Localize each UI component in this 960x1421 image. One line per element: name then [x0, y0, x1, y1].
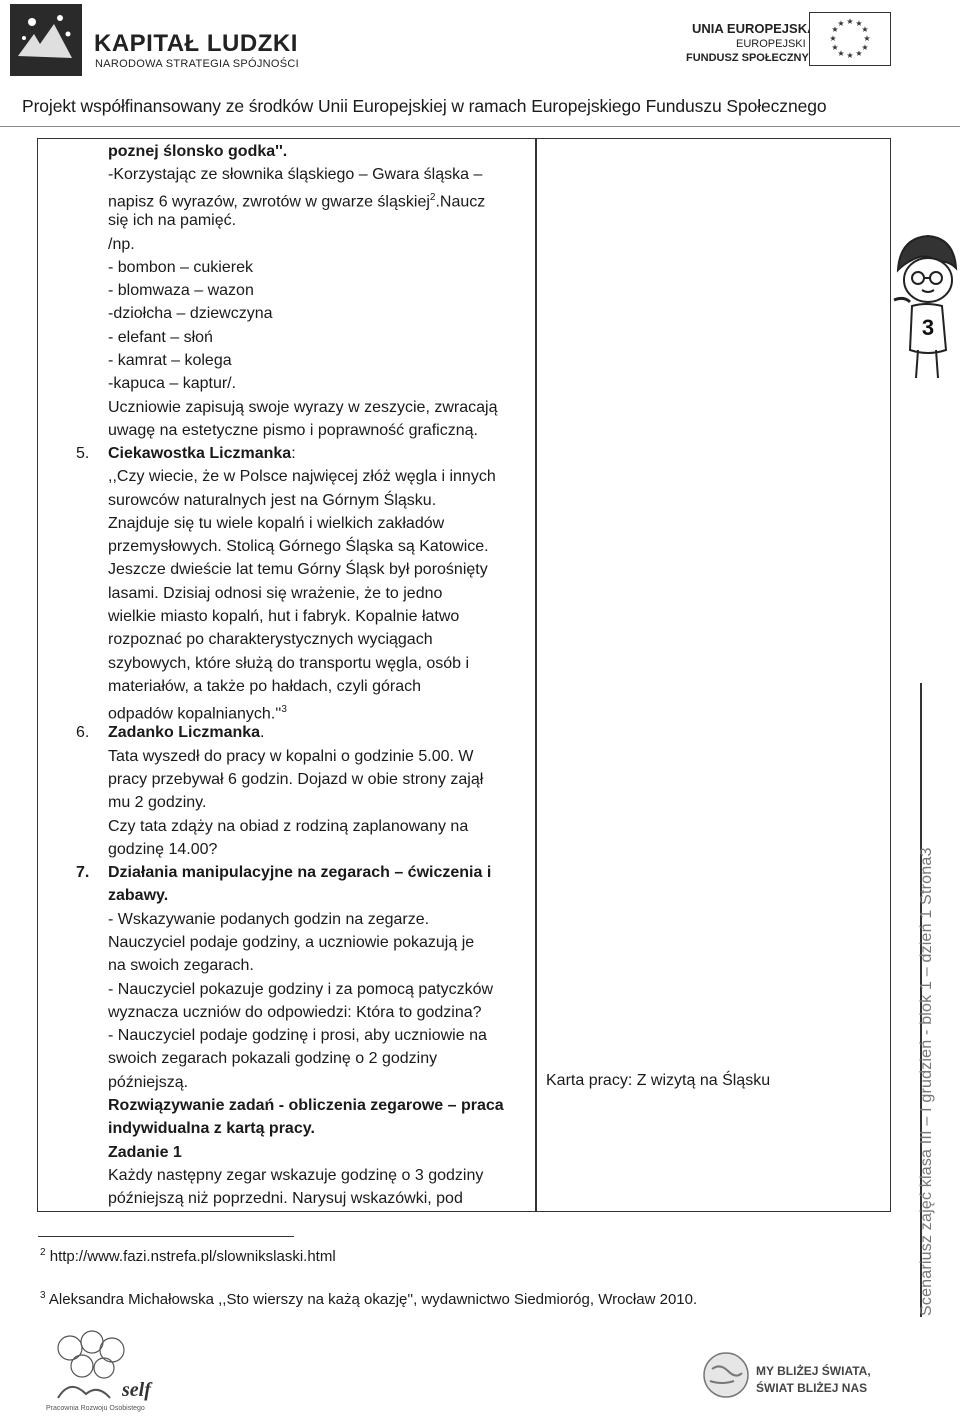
- text-line: - blomwaza – wazon: [108, 282, 254, 299]
- worksheet-reference: Karta pracy: Z wizytą na Śląsku: [546, 1072, 771, 1089]
- text-line: Każdy następny zegar wskazuje godzinę o 3 godziny: [108, 1167, 484, 1184]
- footnote-3: $^3$ Aleksandra Michałowska ,,Sto wierszy na każą okazję'', wydawnictwo Siedmioróg, Wrocław 2010.: [40, 1290, 698, 1308]
- project-banner: Projekt współfinansowany ze środków Unii Europejskiej w ramach Europejskiego Funduszu Społecznego: [22, 96, 827, 116]
- text-line: się ich na pamięć.: [108, 212, 237, 229]
- text-line: późniejszą niż poprzedni. Narysuj wskazówki, pod: [108, 1190, 463, 1207]
- self-caption: Pracownia Rozwoju Osobistego: [46, 1405, 145, 1412]
- globe-icon: [700, 1345, 752, 1405]
- text-line: odpadów $kopalnianych.''^3$: [108, 704, 287, 723]
- text-line: wielkie miasto kopalń, hut i fabryk. Kopalnie łatwo: [108, 608, 460, 625]
- text-line: /np.: [108, 236, 135, 253]
- slogan-line1: MY BLIŻEJ ŚWIATA,: [756, 1364, 871, 1378]
- svg-text:★: ★: [829, 34, 837, 43]
- ue-logo: [684, 12, 896, 72]
- ue-line2: EUROPEJSKI: [736, 38, 806, 50]
- text-line: na swoich zegarach.: [108, 957, 254, 974]
- mascot-icon: [890, 230, 960, 380]
- text-line: materiałów, a także po hałdach, czyli górach: [108, 678, 422, 695]
- kapital-ludzki-logo: [10, 4, 310, 76]
- svg-text:★: ★: [846, 51, 854, 60]
- text-line: późniejszą.: [108, 1074, 189, 1091]
- kapital-ludzki-mark-icon: [10, 4, 82, 76]
- text-line: - bombon – cukierek: [108, 259, 253, 276]
- svg-text:★: ★: [831, 25, 839, 34]
- text-line: mu 2 godziny.: [108, 794, 207, 811]
- svg-text:★: ★: [831, 43, 839, 52]
- footnote-2: $^2$ http://www.fazi.nstrefa.pl/slownikslaski.html: [40, 1247, 336, 1265]
- self-logo-icon: [40, 1328, 160, 1416]
- text-line: surowców naturalnych jest na Górnym Śląsku.: [108, 492, 437, 509]
- svg-text:★: ★: [861, 43, 869, 52]
- item-number: 7.: [76, 864, 90, 881]
- text-line: - Nauczyciel pokazuje godziny i za pomocą patyczków: [108, 981, 494, 998]
- side-page-label: Scenariusz zajęć klasa III – I grudzień - blok 1 – dzień 1 Strona3: [918, 847, 935, 1316]
- text-line: Działania manipulacyjne na zegarach – ćwiczenia i: [108, 864, 492, 881]
- svg-text:★: ★: [846, 17, 854, 26]
- text-line: Zadanko Liczmanka.: [108, 724, 265, 741]
- text-line: Jeszcze dwieście lat temu Górny Śląsk był porośnięty: [108, 561, 488, 578]
- ue-line1: UNIA EUROPEJSKA: [692, 21, 817, 36]
- text-line: poznej ślonsko godka''.: [108, 143, 288, 160]
- slogan-line2: ŚWIAT BLIŻEJ NAS: [756, 1381, 868, 1395]
- svg-text:★: ★: [863, 34, 871, 43]
- text-line: zabawy.: [108, 887, 169, 904]
- text-line: -Korzystając ze słownika śląskiego – Gwara śląska –: [108, 166, 483, 183]
- text-line: swoich zegarach pokazali godzinę o 2 godziny: [108, 1050, 438, 1067]
- text-line: - Wskazywanie podanych godzin na zegarze.: [108, 911, 430, 928]
- text-line: Uczniowie zapisują swoje wyrazy w zeszycie, zwracają: [108, 399, 498, 416]
- item-number: 5.: [76, 445, 90, 462]
- text-line: pracy przebywał 6 godzin. Dojazd w obie strony zajął: [108, 771, 484, 788]
- svg-text:★: ★: [837, 49, 845, 58]
- text-line: godzinę 14.00?: [108, 841, 218, 858]
- item-number: 6.: [76, 724, 90, 741]
- kapital-ludzki-subtitle: NARODOWA STRATEGIA SPÓJNOŚCI: [95, 58, 299, 70]
- svg-text:self: self: [122, 1379, 151, 1401]
- text-line: lasami. Dzisiaj odnosi się wrażenie, że to jedno: [108, 585, 443, 602]
- eu-flag-icon: [809, 12, 891, 66]
- text-line: -dziołcha – dziewczyna: [108, 305, 273, 322]
- text-line: szybowych, które służą do transportu węgla, osób i: [108, 655, 470, 672]
- text-line: przemysłowych. Stolicą Górnego Śląska są Katowice.: [108, 538, 489, 555]
- footnote-divider: [38, 1236, 294, 1237]
- text-line: Ciekawostka Liczmanka:: [108, 445, 296, 462]
- text-line: Rozwiązywanie zadań - obliczenia zegarowe – praca: [108, 1097, 504, 1114]
- text-line: -kapuca – kaptur/.: [108, 375, 237, 392]
- text-line: - kamrat – kolega: [108, 352, 232, 369]
- svg-text:★: ★: [855, 19, 863, 28]
- text-line: wyznacza uczniów do odpowiedzi: Która to godzina?: [108, 1004, 482, 1021]
- ue-line3: FUNDUSZ SPOŁECZNY: [686, 52, 809, 64]
- svg-text:★: ★: [861, 25, 869, 34]
- text-line: ,,Czy wiecie, że w Polsce najwięcej złóż węgla i innych: [108, 468, 496, 485]
- text-line: Zadanie 1: [108, 1144, 182, 1161]
- kapital-ludzki-title: KAPITAŁ LUDZKI: [94, 30, 298, 57]
- text-line: - Nauczyciel podaje godzinę i prosi, aby uczniowie na: [108, 1027, 487, 1044]
- text-line: rozpoznać po charakterystycznych wyciągach: [108, 631, 433, 648]
- text-line: napisz 6 wyrazów, zwrotów w gwarze śląskiej$^2$.Naucz: [108, 192, 486, 211]
- text-line: Znajduje się tu wiele kopalń i wielkich zakładów: [108, 515, 445, 532]
- text-line: indywidualna z kartą pracy.: [108, 1120, 315, 1137]
- header-divider: [0, 126, 960, 127]
- table-column-divider: [535, 138, 537, 1212]
- svg-text:★: ★: [855, 49, 863, 58]
- text-line: Tata wyszedł do pracy w kopalni o godzinie 5.00. W: [108, 748, 474, 765]
- mascot-number: 3: [921, 315, 935, 340]
- text-line: - elefant – słoń: [108, 329, 213, 346]
- svg-text:★: ★: [837, 19, 845, 28]
- text-line: Czy tata zdąży na obiad z rodziną zaplanowany na: [108, 818, 469, 835]
- text-line: Nauczyciel podaje godziny, a uczniowie pokazują je: [108, 934, 475, 951]
- slogan-logo: [700, 1345, 875, 1405]
- text-line: uwagę na estetyczne pismo i poprawność graficzną.: [108, 422, 478, 439]
